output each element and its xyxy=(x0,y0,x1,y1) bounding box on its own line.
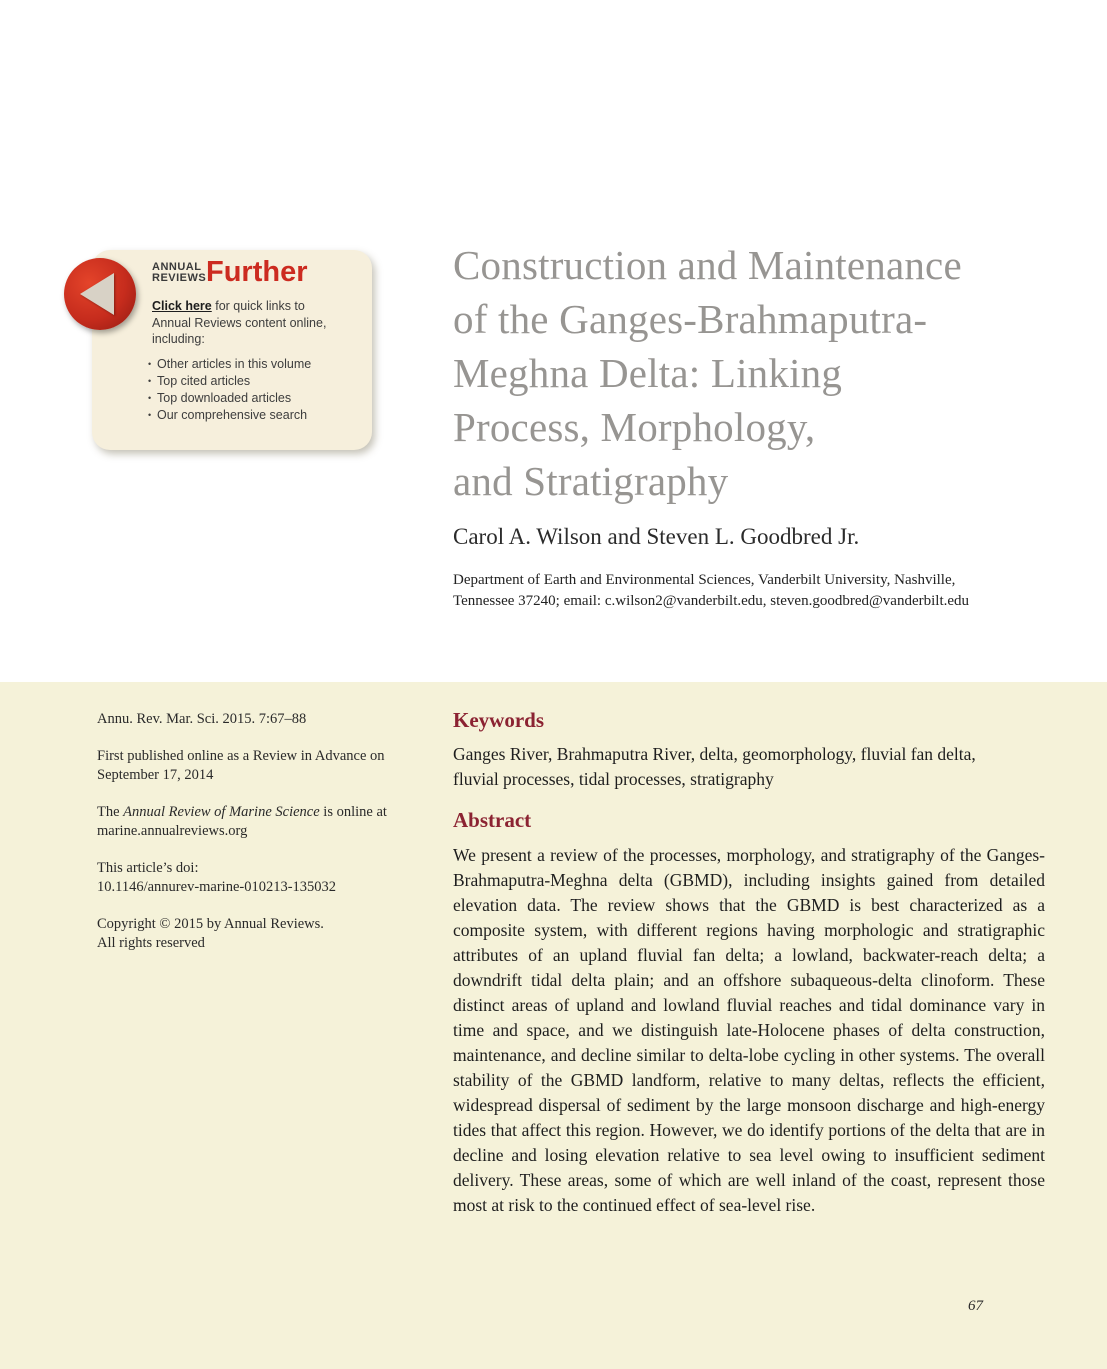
back-arrow-icon xyxy=(80,273,114,315)
list-item[interactable]: • Top downloaded articles xyxy=(148,391,292,405)
quick-links-list xyxy=(148,356,363,424)
journal-name: Annual Review of Marine Science xyxy=(123,803,320,820)
citation: Annu. Rev. Mar. Sci. 2015. 7:67–88 xyxy=(97,711,307,727)
further-label: Further xyxy=(206,256,308,288)
abstract-text: We present a review of the processes, morphology, and stratigraphy of the Ganges-Brahmaputra-Meghna delta (GBMD), including insights gained from detailed elevation data. The review shows that the GBMD is best characterized as a composite system, with different regions having morphologic and stratigraphic attributes of an upland fluvial fan delta; a lowland, backwater-reach delta; a downdrift tidal delta plain; and an offshore subaqueous-delta clinoform. These distinct areas of upland and lowland fluvial reaches and tidal dominance vary in time and space, and we distinguish late-Holocene phases of delta construction, maintenance, and decline similar to delta-lobe cycling in other systems. The overall stability of the GBMD landform, relative to many deltas, reflects the efficient, widespread dispersal of sediment by the large monsoon discharge and high-energy tides that affect this region. However, we do identify portions of the delta that are in decline and losing elevation relative to sea level owing to insufficient sediment delivery. These areas, some of which are well inland of the coast, represent those most at risk to the continued effect of sea-level rise. xyxy=(453,845,1045,1215)
article-metadata-sidebar xyxy=(97,710,417,971)
annual-reviews-wordmark: ANNUAL REVIEWS xyxy=(152,261,207,284)
copyright: Copyright © 2015 by Annual Reviews. All rights reserved xyxy=(97,915,324,951)
authors: Carol A. Wilson and Steven L. Goodbred Jr. xyxy=(453,524,860,549)
affiliation: Department of Earth and Environmental Sciences, Vanderbilt University, Nashville, Tennessee 37240; email: c.wilson2@vanderbilt.edu, steven.goodbred@vanderbilt.edu xyxy=(453,572,970,609)
bullet-icon: • xyxy=(148,376,152,386)
page-number: 67 xyxy=(968,1298,983,1314)
doi: This article’s doi: 10.1146/annurev-marine-010213-135032 xyxy=(97,859,337,895)
online-at: The Annual Review of Marine Science is online at marine.annualreviews.org xyxy=(97,803,417,842)
quick-links-text: Click here for quick links to Annual Reviews content online, including: xyxy=(152,299,327,346)
first-published: First published online as a Review in Advance on September 17, 2014 xyxy=(97,747,385,783)
bullet-icon: • xyxy=(148,359,152,369)
abstract-heading: Abstract xyxy=(453,808,532,832)
keywords-heading: Keywords xyxy=(453,708,544,732)
journal-url[interactable]: marine.annualreviews.org xyxy=(97,823,248,839)
article-title: Construction and Maintenance of the Ganges-Brahmaputra- Meghna Delta: Linking Process, Morphology, and Stratigraphy xyxy=(453,242,962,504)
bullet-icon: • xyxy=(148,393,152,403)
annual-reviews-logo-icon[interactable] xyxy=(64,258,136,330)
bullet-icon: • xyxy=(148,410,152,420)
list-item[interactable]: • Top cited articles xyxy=(148,374,251,388)
click-here-link[interactable]: Click here xyxy=(152,299,212,313)
list-item[interactable]: • Our comprehensive search xyxy=(148,408,308,422)
list-item[interactable]: • Other articles in this volume xyxy=(148,357,312,371)
keywords-text: Ganges River, Brahmaputra River, delta, geomorphology, fluvial fan delta, fluvial processes, tidal processes, stratigraphy xyxy=(453,744,976,789)
